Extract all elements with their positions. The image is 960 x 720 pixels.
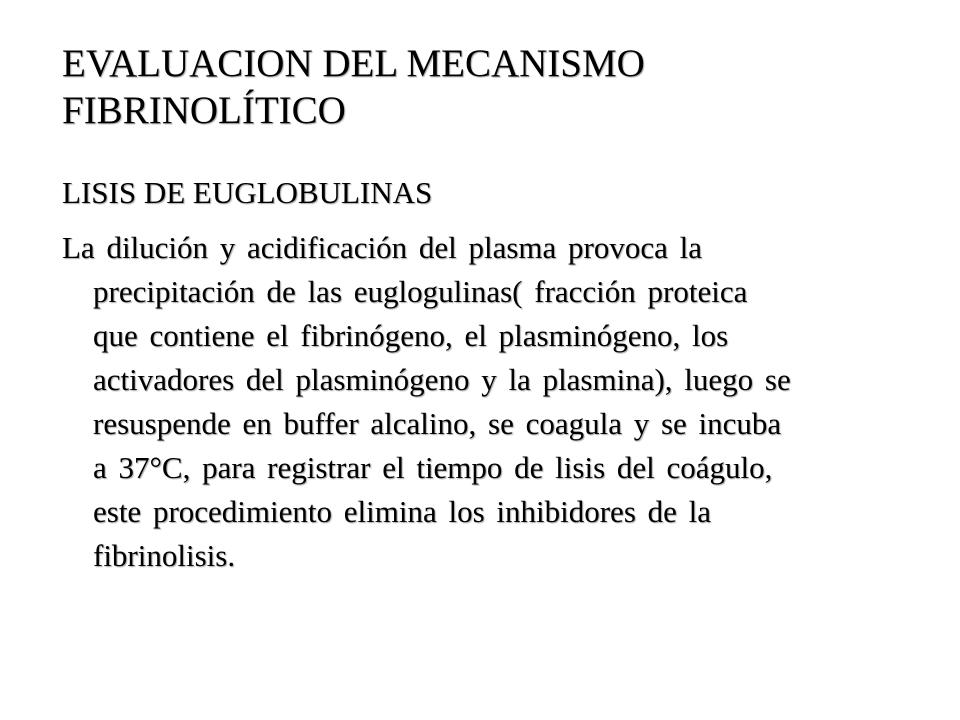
paragraph-line-1: La dilución y acidificación del plasma provoca la bbox=[62, 230, 703, 265]
slide-title-line-1: EVALUACION DEL MECANISMO bbox=[62, 42, 645, 85]
paragraph-line-3: que contiene el fibrinógeno, el plasminógeno, los bbox=[93, 318, 729, 353]
paragraph-line-6: a 37°C, para registrar el tiempo de lisis del coágulo, bbox=[93, 450, 773, 485]
paragraph-line-8: fibrinolisis. bbox=[93, 538, 236, 573]
section-subtitle: LISIS DE EUGLOBULINAS bbox=[62, 175, 433, 210]
slide-title-line-2: FIBRINOLÍTICO bbox=[62, 89, 346, 132]
paragraph-line-5: resuspende en buffer alcalino, se coagula y se incuba bbox=[93, 406, 782, 441]
paragraph-line-4: activadores del plasminógeno y la plasmina), luego se bbox=[93, 362, 791, 397]
paragraph-line-7: este procedimiento elimina los inhibidores de la bbox=[93, 494, 712, 529]
paragraph-line-2: precipitación de las euglogulinas( fracción proteica bbox=[93, 274, 748, 309]
slide-body bbox=[62, 171, 922, 578]
body-paragraph bbox=[62, 226, 922, 578]
slide-title bbox=[62, 40, 922, 134]
